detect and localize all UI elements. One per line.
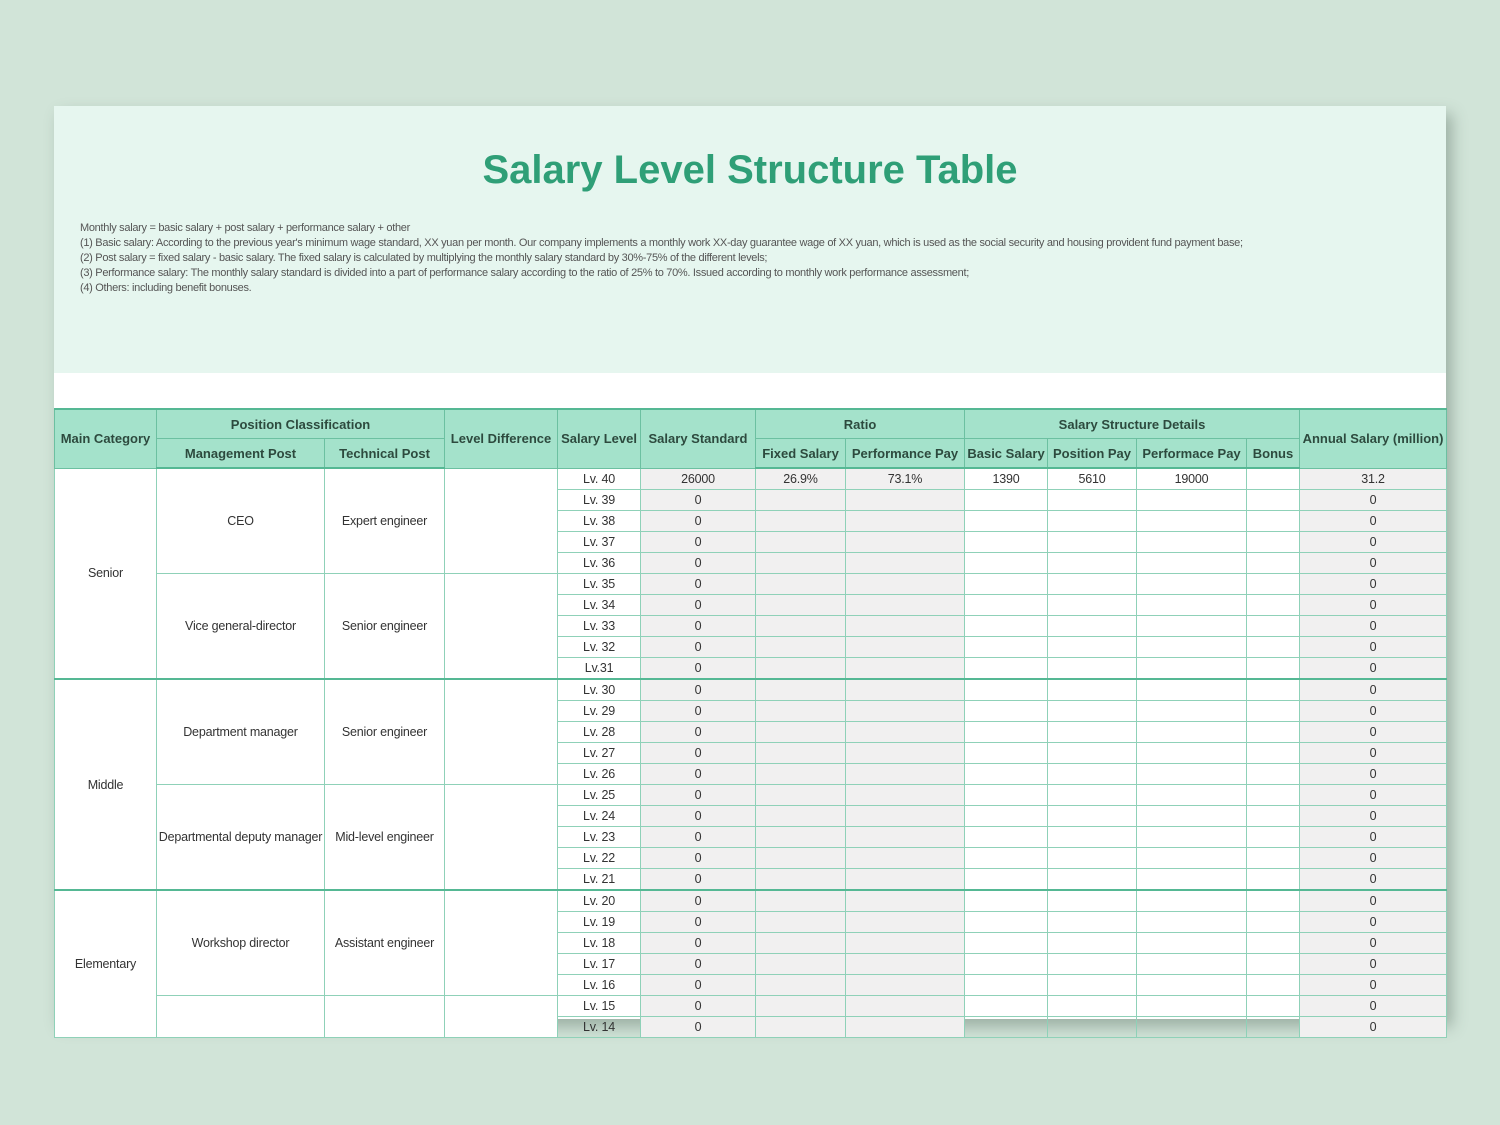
header-performance-pay[interactable]: Performance Pay — [846, 439, 965, 469]
position-pay-cell[interactable] — [1048, 1017, 1137, 1038]
position-pay-cell[interactable] — [1048, 722, 1137, 743]
basic-salary-cell[interactable] — [965, 764, 1048, 785]
bonus-cell[interactable] — [1247, 912, 1300, 933]
performance-pay-cell[interactable] — [846, 722, 965, 743]
salary-level-cell[interactable]: Lv. 17 — [558, 954, 641, 975]
bonus-cell[interactable] — [1247, 637, 1300, 658]
position-pay-cell[interactable] — [1048, 806, 1137, 827]
annual-salary-cell[interactable]: 0 — [1300, 637, 1447, 658]
table-row — [55, 679, 1447, 701]
annual-salary-cell[interactable]: 0 — [1300, 574, 1447, 595]
salary-standard-cell[interactable]: 0 — [641, 511, 756, 532]
fixed-salary-cell[interactable] — [756, 890, 846, 912]
performance-pay-cell[interactable] — [846, 975, 965, 996]
annual-salary-cell[interactable]: 0 — [1300, 996, 1447, 1017]
table-row — [55, 890, 1447, 912]
performance-pay-cell[interactable] — [846, 574, 965, 595]
note-line: Monthly salary = basic salary + post salary + performance salary + other — [80, 222, 410, 234]
header-fixed-salary[interactable]: Fixed Salary — [756, 439, 846, 469]
position-pay-cell[interactable] — [1048, 532, 1137, 553]
performance-pay-cell[interactable] — [846, 912, 965, 933]
annual-salary-cell[interactable]: 0 — [1300, 912, 1447, 933]
fixed-salary-cell[interactable] — [756, 616, 846, 637]
technical-post-cell[interactable] — [325, 996, 445, 1038]
basic-salary-cell[interactable] — [965, 616, 1048, 637]
performace-pay-cell[interactable] — [1137, 595, 1247, 616]
performace-pay-cell[interactable] — [1137, 848, 1247, 869]
bonus-cell[interactable] — [1247, 722, 1300, 743]
main-category-cell[interactable]: Senior — [55, 468, 157, 679]
salary-level-cell[interactable]: Lv. 32 — [558, 637, 641, 658]
salary-standard-cell[interactable]: 0 — [641, 764, 756, 785]
performace-pay-cell[interactable]: 19000 — [1137, 468, 1247, 490]
bonus-cell[interactable] — [1247, 1017, 1300, 1038]
fixed-salary-cell[interactable] — [756, 954, 846, 975]
performace-pay-cell[interactable] — [1137, 1017, 1247, 1038]
bonus-cell[interactable] — [1247, 743, 1300, 764]
performance-pay-cell[interactable] — [846, 553, 965, 574]
annual-salary-cell[interactable]: 0 — [1300, 490, 1447, 511]
performace-pay-cell[interactable] — [1137, 658, 1247, 680]
position-pay-cell[interactable]: 5610 — [1048, 468, 1137, 490]
level-difference-cell[interactable] — [445, 574, 558, 680]
header-bonus[interactable]: Bonus — [1247, 439, 1300, 469]
performace-pay-cell[interactable] — [1137, 637, 1247, 658]
performance-pay-cell[interactable] — [846, 890, 965, 912]
basic-salary-cell[interactable] — [965, 912, 1048, 933]
note-line: (1) Basic salary: According to the previous year's minimum wage standard, XX yuan per month. Our company implements a monthly work XX-day guarantee wage of XX yuan, which is used as the social security and housing provident fund payment base; — [80, 237, 1243, 249]
performance-pay-cell[interactable] — [846, 848, 965, 869]
position-pay-cell[interactable] — [1048, 848, 1137, 869]
performance-pay-cell[interactable] — [846, 490, 965, 511]
header-basic-salary[interactable]: Basic Salary — [965, 439, 1048, 469]
annual-salary-cell[interactable]: 0 — [1300, 553, 1447, 574]
fixed-salary-cell[interactable] — [756, 511, 846, 532]
bonus-cell[interactable] — [1247, 553, 1300, 574]
performace-pay-cell[interactable] — [1137, 553, 1247, 574]
position-pay-cell[interactable] — [1048, 743, 1137, 764]
salary-standard-cell[interactable]: 0 — [641, 1017, 756, 1038]
header-position-pay[interactable]: Position Pay — [1048, 439, 1137, 469]
salary-standard-cell[interactable]: 0 — [641, 532, 756, 553]
performance-pay-cell[interactable] — [846, 996, 965, 1017]
performance-pay-cell[interactable] — [846, 658, 965, 680]
salary-level-cell[interactable]: Lv. 36 — [558, 553, 641, 574]
salary-level-cell[interactable]: Lv. 30 — [558, 679, 641, 701]
management-post-cell[interactable]: Workshop director — [157, 890, 325, 996]
salary-standard-cell[interactable]: 0 — [641, 679, 756, 701]
position-pay-cell[interactable] — [1048, 616, 1137, 637]
performace-pay-cell[interactable] — [1137, 511, 1247, 532]
salary-level-cell[interactable]: Lv. 25 — [558, 785, 641, 806]
performance-pay-cell[interactable] — [846, 869, 965, 891]
salary-standard-cell[interactable]: 0 — [641, 722, 756, 743]
performance-pay-cell[interactable] — [846, 701, 965, 722]
fixed-salary-cell[interactable] — [756, 785, 846, 806]
salary-level-cell[interactable]: Lv. 27 — [558, 743, 641, 764]
salary-level-cell[interactable]: Lv.31 — [558, 658, 641, 680]
salary-level-cell[interactable]: Lv. 34 — [558, 595, 641, 616]
fixed-salary-cell[interactable] — [756, 975, 846, 996]
salary-level-cell[interactable]: Lv. 18 — [558, 933, 641, 954]
basic-salary-cell[interactable] — [965, 701, 1048, 722]
salary-level-cell[interactable]: Lv. 21 — [558, 869, 641, 891]
table-row — [55, 468, 1447, 490]
basic-salary-cell[interactable] — [965, 869, 1048, 891]
annual-salary-cell[interactable]: 0 — [1300, 954, 1447, 975]
performance-pay-cell[interactable] — [846, 933, 965, 954]
fixed-salary-cell[interactable] — [756, 827, 846, 848]
fixed-salary-cell[interactable] — [756, 743, 846, 764]
salary-standard-cell[interactable]: 0 — [641, 658, 756, 680]
annual-salary-cell[interactable]: 0 — [1300, 595, 1447, 616]
position-pay-cell[interactable] — [1048, 701, 1137, 722]
performance-pay-cell[interactable] — [846, 743, 965, 764]
basic-salary-cell[interactable] — [965, 954, 1048, 975]
technical-post-cell[interactable]: Senior engineer — [325, 679, 445, 785]
annual-salary-cell[interactable]: 0 — [1300, 785, 1447, 806]
salary-standard-cell[interactable]: 0 — [641, 553, 756, 574]
page-title: Salary Level Structure Table — [482, 148, 1018, 192]
position-pay-cell[interactable] — [1048, 511, 1137, 532]
management-post-cell[interactable]: Departmental deputy manager — [157, 785, 325, 891]
bonus-cell[interactable] — [1247, 764, 1300, 785]
annual-salary-cell[interactable]: 0 — [1300, 806, 1447, 827]
salary-standard-cell[interactable]: 0 — [641, 490, 756, 511]
header-salary-level[interactable]: Salary Level — [558, 409, 641, 468]
position-pay-cell[interactable] — [1048, 595, 1137, 616]
position-pay-cell[interactable] — [1048, 869, 1137, 891]
salary-standard-cell[interactable]: 26000 — [641, 468, 756, 490]
performance-pay-cell[interactable] — [846, 595, 965, 616]
basic-salary-cell[interactable] — [965, 658, 1048, 680]
header-main-category[interactable]: Main Category — [55, 409, 157, 468]
performace-pay-cell[interactable] — [1137, 996, 1247, 1017]
salary-level-cell[interactable]: Lv. 14 — [558, 1017, 641, 1038]
performace-pay-cell[interactable] — [1137, 806, 1247, 827]
annual-salary-cell[interactable]: 0 — [1300, 975, 1447, 996]
basic-salary-cell[interactable] — [965, 511, 1048, 532]
header-ratio[interactable]: Ratio — [756, 409, 965, 439]
salary-standard-cell[interactable]: 0 — [641, 912, 756, 933]
table-row — [55, 785, 1447, 806]
performace-pay-cell[interactable] — [1137, 785, 1247, 806]
bonus-cell[interactable] — [1247, 679, 1300, 701]
fixed-salary-cell[interactable] — [756, 996, 846, 1017]
basic-salary-cell[interactable] — [965, 975, 1048, 996]
position-pay-cell[interactable] — [1048, 933, 1137, 954]
level-difference-cell[interactable] — [445, 679, 558, 785]
fixed-salary-cell[interactable] — [756, 848, 846, 869]
technical-post-cell[interactable]: Mid-level engineer — [325, 785, 445, 891]
salary-standard-cell[interactable]: 0 — [641, 933, 756, 954]
salary-level-cell[interactable]: Lv. 16 — [558, 975, 641, 996]
bonus-cell[interactable] — [1247, 890, 1300, 912]
bonus-cell[interactable] — [1247, 595, 1300, 616]
salary-standard-cell[interactable]: 0 — [641, 975, 756, 996]
position-pay-cell[interactable] — [1048, 637, 1137, 658]
bonus-cell[interactable] — [1247, 954, 1300, 975]
header-management-post[interactable]: Management Post — [157, 439, 325, 469]
fixed-salary-cell[interactable] — [756, 553, 846, 574]
salary-standard-cell[interactable]: 0 — [641, 743, 756, 764]
salary-standard-cell[interactable]: 0 — [641, 785, 756, 806]
salary-level-cell[interactable]: Lv. 37 — [558, 532, 641, 553]
salary-level-cell[interactable]: Lv. 22 — [558, 848, 641, 869]
basic-salary-cell[interactable] — [965, 532, 1048, 553]
position-pay-cell[interactable] — [1048, 574, 1137, 595]
management-post-cell[interactable] — [157, 996, 325, 1038]
salary-level-cell[interactable]: Lv. 28 — [558, 722, 641, 743]
position-pay-cell[interactable] — [1048, 975, 1137, 996]
fixed-salary-cell[interactable] — [756, 806, 846, 827]
performace-pay-cell[interactable] — [1137, 933, 1247, 954]
header-technical-post[interactable]: Technical Post — [325, 439, 445, 469]
salary-level-cell[interactable]: Lv. 26 — [558, 764, 641, 785]
basic-salary-cell[interactable] — [965, 848, 1048, 869]
fixed-salary-cell[interactable]: 26.9% — [756, 468, 846, 490]
position-pay-cell[interactable] — [1048, 890, 1137, 912]
annual-salary-cell[interactable]: 0 — [1300, 869, 1447, 891]
performance-pay-cell[interactable] — [846, 679, 965, 701]
salary-standard-cell[interactable]: 0 — [641, 701, 756, 722]
bonus-cell[interactable] — [1247, 827, 1300, 848]
bonus-cell[interactable] — [1247, 785, 1300, 806]
performace-pay-cell[interactable] — [1137, 890, 1247, 912]
bonus-cell[interactable] — [1247, 658, 1300, 680]
salary-standard-cell[interactable]: 0 — [641, 806, 756, 827]
salary-standard-cell[interactable]: 0 — [641, 595, 756, 616]
salary-standard-cell[interactable]: 0 — [641, 827, 756, 848]
annual-salary-cell[interactable]: 0 — [1300, 722, 1447, 743]
position-pay-cell[interactable] — [1048, 785, 1137, 806]
salary-level-cell[interactable]: Lv. 29 — [558, 701, 641, 722]
level-difference-cell[interactable] — [445, 890, 558, 996]
performance-pay-cell[interactable] — [846, 954, 965, 975]
annual-salary-cell[interactable]: 0 — [1300, 890, 1447, 912]
basic-salary-cell[interactable] — [965, 743, 1048, 764]
position-pay-cell[interactable] — [1048, 996, 1137, 1017]
basic-salary-cell[interactable] — [965, 574, 1048, 595]
performance-pay-cell[interactable] — [846, 785, 965, 806]
fixed-salary-cell[interactable] — [756, 679, 846, 701]
performance-pay-cell[interactable] — [846, 827, 965, 848]
performace-pay-cell[interactable] — [1137, 827, 1247, 848]
annual-salary-cell[interactable]: 0 — [1300, 933, 1447, 954]
bonus-cell[interactable] — [1247, 869, 1300, 891]
header-level-difference[interactable]: Level Difference — [445, 409, 558, 468]
position-pay-cell[interactable] — [1048, 679, 1137, 701]
note-line: (2) Post salary = fixed salary - basic salary. The fixed salary is calculated by multiplying the monthly salary standard by 30%-75% of the different levels; — [80, 252, 768, 264]
performace-pay-cell[interactable] — [1137, 722, 1247, 743]
performance-pay-cell[interactable] — [846, 806, 965, 827]
basic-salary-cell[interactable] — [965, 595, 1048, 616]
basic-salary-cell[interactable] — [965, 490, 1048, 511]
annual-salary-cell[interactable]: 0 — [1300, 848, 1447, 869]
bonus-cell[interactable] — [1247, 468, 1300, 490]
level-difference-cell[interactable] — [445, 996, 558, 1038]
performace-pay-cell[interactable] — [1137, 975, 1247, 996]
performance-pay-cell[interactable] — [846, 532, 965, 553]
annual-salary-cell[interactable]: 0 — [1300, 679, 1447, 701]
annual-salary-cell[interactable]: 0 — [1300, 616, 1447, 637]
fixed-salary-cell[interactable] — [756, 490, 846, 511]
performace-pay-cell[interactable] — [1137, 574, 1247, 595]
basic-salary-cell[interactable] — [965, 679, 1048, 701]
technical-post-cell[interactable]: Expert engineer — [325, 468, 445, 574]
salary-standard-cell[interactable]: 0 — [641, 890, 756, 912]
performace-pay-cell[interactable] — [1137, 764, 1247, 785]
basic-salary-cell[interactable] — [965, 806, 1048, 827]
salary-standard-cell[interactable]: 0 — [641, 616, 756, 637]
basic-salary-cell[interactable] — [965, 1017, 1048, 1038]
performance-pay-cell[interactable] — [846, 764, 965, 785]
fixed-salary-cell[interactable] — [756, 595, 846, 616]
fixed-salary-cell[interactable] — [756, 912, 846, 933]
salary-notes — [80, 221, 1420, 296]
bonus-cell[interactable] — [1247, 490, 1300, 511]
header-salary-standard[interactable]: Salary Standard — [641, 409, 756, 468]
performace-pay-cell[interactable] — [1137, 954, 1247, 975]
header-performace-pay[interactable]: Performace Pay — [1137, 439, 1247, 469]
salary-level-cell[interactable]: Lv. 40 — [558, 468, 641, 490]
salary-standard-cell[interactable]: 0 — [641, 996, 756, 1017]
annual-salary-cell[interactable]: 0 — [1300, 701, 1447, 722]
header-annual-salary[interactable]: Annual Salary (million) — [1300, 409, 1447, 468]
header-position-classification[interactable]: Position Classification — [157, 409, 445, 439]
annual-salary-cell[interactable]: 0 — [1300, 743, 1447, 764]
basic-salary-cell[interactable] — [965, 785, 1048, 806]
basic-salary-cell[interactable] — [965, 722, 1048, 743]
bonus-cell[interactable] — [1247, 701, 1300, 722]
technical-post-cell[interactable]: Assistant engineer — [325, 890, 445, 996]
basic-salary-cell[interactable]: 1390 — [965, 468, 1048, 490]
fixed-salary-cell[interactable] — [756, 722, 846, 743]
management-post-cell[interactable]: CEO — [157, 468, 325, 574]
fixed-salary-cell[interactable] — [756, 1017, 846, 1038]
basic-salary-cell[interactable] — [965, 890, 1048, 912]
annual-salary-cell[interactable]: 31.2 — [1300, 468, 1447, 490]
salary-level-cell[interactable]: Lv. 23 — [558, 827, 641, 848]
performace-pay-cell[interactable] — [1137, 490, 1247, 511]
management-post-cell[interactable]: Vice general-director — [157, 574, 325, 680]
header-structure-details[interactable]: Salary Structure Details — [965, 409, 1300, 439]
bonus-cell[interactable] — [1247, 975, 1300, 996]
basic-salary-cell[interactable] — [965, 637, 1048, 658]
table-body — [55, 468, 1447, 1038]
salary-level-cell[interactable]: Lv. 19 — [558, 912, 641, 933]
salary-standard-cell[interactable]: 0 — [641, 869, 756, 891]
annual-salary-cell[interactable]: 0 — [1300, 511, 1447, 532]
performance-pay-cell[interactable] — [846, 637, 965, 658]
position-pay-cell[interactable] — [1048, 658, 1137, 680]
salary-standard-cell[interactable]: 0 — [641, 574, 756, 595]
table-row — [55, 996, 1447, 1017]
fixed-salary-cell[interactable] — [756, 574, 846, 595]
main-category-cell[interactable]: Middle — [55, 679, 157, 890]
fixed-salary-cell[interactable] — [756, 933, 846, 954]
salary-level-cell[interactable]: Lv. 20 — [558, 890, 641, 912]
position-pay-cell[interactable] — [1048, 553, 1137, 574]
bonus-cell[interactable] — [1247, 532, 1300, 553]
note-line: (4) Others: including benefit bonuses. — [80, 282, 252, 294]
position-pay-cell[interactable] — [1048, 954, 1137, 975]
bonus-cell[interactable] — [1247, 806, 1300, 827]
salary-table — [54, 408, 1447, 1038]
salary-level-cell[interactable]: Lv. 39 — [558, 490, 641, 511]
spreadsheet-page — [54, 106, 1446, 1034]
fixed-salary-cell[interactable] — [756, 637, 846, 658]
level-difference-cell[interactable] — [445, 785, 558, 891]
main-category-cell[interactable]: Elementary — [55, 890, 157, 1038]
annual-salary-cell[interactable]: 0 — [1300, 764, 1447, 785]
annual-salary-cell[interactable]: 0 — [1300, 1017, 1447, 1038]
level-difference-cell[interactable] — [445, 468, 558, 574]
performace-pay-cell[interactable] — [1137, 869, 1247, 891]
annual-salary-cell[interactable]: 0 — [1300, 658, 1447, 680]
bonus-cell[interactable] — [1247, 933, 1300, 954]
performance-pay-cell[interactable] — [846, 616, 965, 637]
basic-salary-cell[interactable] — [965, 553, 1048, 574]
position-pay-cell[interactable] — [1048, 490, 1137, 511]
salary-level-cell[interactable]: Lv. 38 — [558, 511, 641, 532]
salary-standard-cell[interactable]: 0 — [641, 848, 756, 869]
basic-salary-cell[interactable] — [965, 996, 1048, 1017]
position-pay-cell[interactable] — [1048, 764, 1137, 785]
performance-pay-cell[interactable] — [846, 511, 965, 532]
performace-pay-cell[interactable] — [1137, 616, 1247, 637]
annual-salary-cell[interactable]: 0 — [1300, 532, 1447, 553]
performace-pay-cell[interactable] — [1137, 679, 1247, 701]
title-banner — [54, 106, 1446, 373]
fixed-salary-cell[interactable] — [756, 869, 846, 891]
salary-level-cell[interactable]: Lv. 24 — [558, 806, 641, 827]
basic-salary-cell[interactable] — [965, 933, 1048, 954]
performace-pay-cell[interactable] — [1137, 743, 1247, 764]
salary-level-cell[interactable]: Lv. 33 — [558, 616, 641, 637]
fixed-salary-cell[interactable] — [756, 532, 846, 553]
fixed-salary-cell[interactable] — [756, 701, 846, 722]
bonus-cell[interactable] — [1247, 574, 1300, 595]
bonus-cell[interactable] — [1247, 616, 1300, 637]
performance-pay-cell[interactable] — [846, 1017, 965, 1038]
note-line: (3) Performance salary: The monthly salary standard is divided into a part of performance salary according to the ratio of 25% to 70%. Issued according to monthly work performance assessment; — [80, 267, 969, 279]
fixed-salary-cell[interactable] — [756, 764, 846, 785]
position-pay-cell[interactable] — [1048, 912, 1137, 933]
salary-level-cell[interactable]: Lv. 15 — [558, 996, 641, 1017]
position-pay-cell[interactable] — [1048, 827, 1137, 848]
bonus-cell[interactable] — [1247, 511, 1300, 532]
salary-level-cell[interactable]: Lv. 35 — [558, 574, 641, 595]
salary-standard-cell[interactable]: 0 — [641, 954, 756, 975]
bonus-cell[interactable] — [1247, 848, 1300, 869]
fixed-salary-cell[interactable] — [756, 658, 846, 680]
management-post-cell[interactable]: Department manager — [157, 679, 325, 785]
bonus-cell[interactable] — [1247, 996, 1300, 1017]
basic-salary-cell[interactable] — [965, 827, 1048, 848]
performace-pay-cell[interactable] — [1137, 912, 1247, 933]
performace-pay-cell[interactable] — [1137, 701, 1247, 722]
technical-post-cell[interactable]: Senior engineer — [325, 574, 445, 680]
annual-salary-cell[interactable]: 0 — [1300, 827, 1447, 848]
performance-pay-cell[interactable]: 73.1% — [846, 468, 965, 490]
performace-pay-cell[interactable] — [1137, 532, 1247, 553]
salary-standard-cell[interactable]: 0 — [641, 637, 756, 658]
table-row — [55, 574, 1447, 595]
